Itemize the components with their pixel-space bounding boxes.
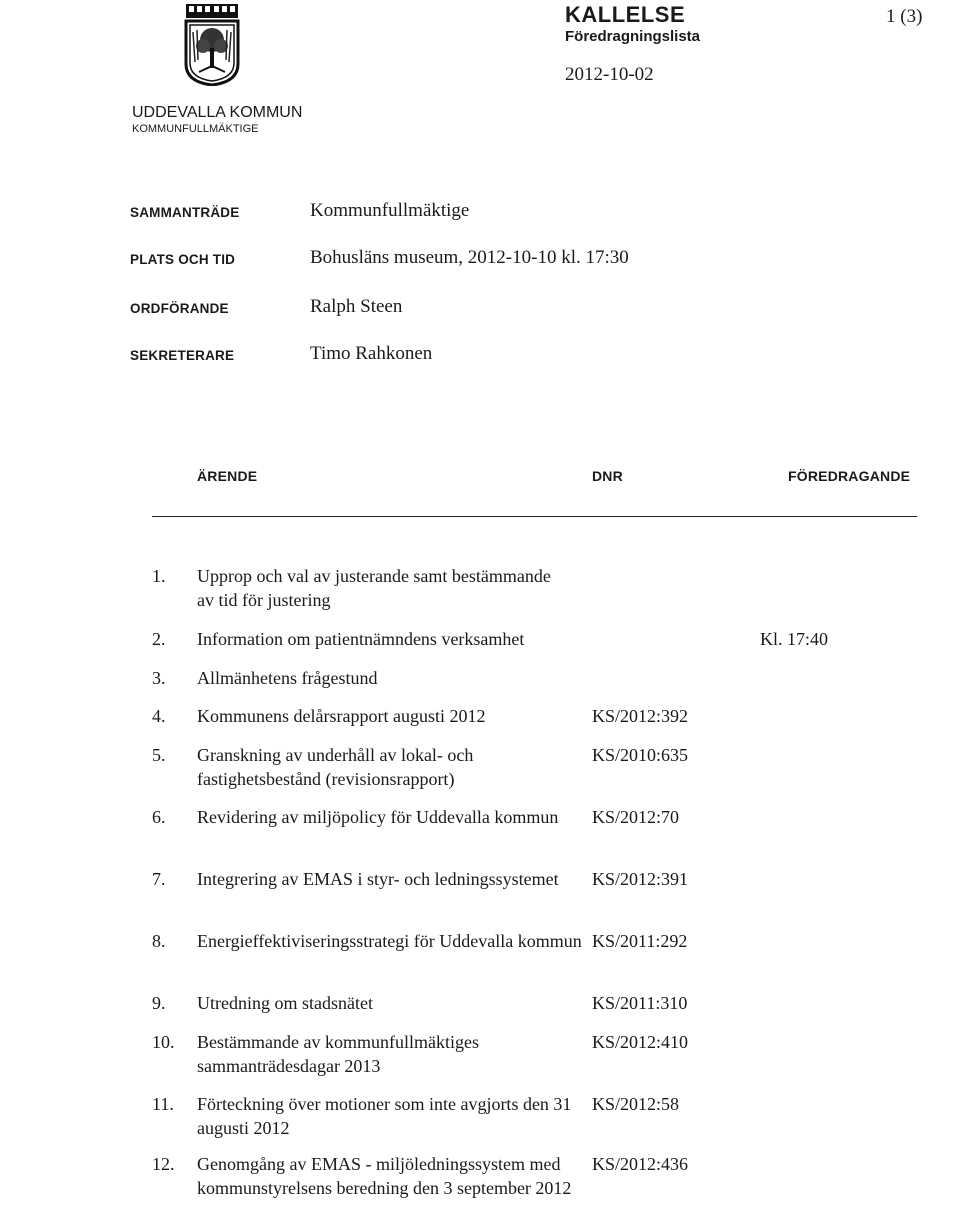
agenda-item-title: Förteckning över motioner som inte avgjorts den 31 augusti 2012 (197, 1094, 572, 1138)
page-number: 1 (3) (886, 6, 923, 27)
place-time-value: Bohusläns museum, 2012-10-10 kl. 17:30 (310, 247, 629, 268)
header-divider (152, 516, 917, 517)
agenda-item-title: Genomgång av EMAS - miljöledningssystem med kommunstyrelsens beredning den 3 september 2012 (197, 1154, 572, 1198)
agenda-item-dnr: KS/2012:392 (592, 706, 689, 726)
column-header-foredragande: FÖREDRAGANDE (788, 468, 911, 484)
column-header-dnr: DNR (592, 468, 623, 484)
agenda-item-number: 9. (152, 993, 166, 1013)
document-subtitle: Föredragningslista (565, 28, 701, 45)
organization-department: KOMMUNFULLMÄKTIGE (132, 123, 259, 135)
agenda-item-number: 1. (152, 566, 166, 586)
agenda-item-number: 2. (152, 629, 166, 649)
agenda-item-title: Upprop och val av justerande samt bestämmande av tid för justering (197, 566, 551, 610)
agenda-item-number: 6. (152, 807, 166, 827)
chair-value: Ralph Steen (310, 296, 403, 317)
agenda-item-dnr: KS/2012:410 (592, 1032, 689, 1052)
document-date: 2012-10-02 (565, 64, 654, 85)
column-header-arende: ÄRENDE (197, 468, 258, 484)
agenda-item-title: Information om patientnämndens verksamhet (197, 629, 525, 649)
organization-name: UDDEVALLA KOMMUN (132, 104, 303, 121)
agenda-item-number: 10. (152, 1032, 175, 1052)
meeting-value: Kommunfullmäktige (310, 200, 470, 221)
chair-label: ORDFÖRANDE (130, 301, 229, 316)
agenda-item-title: Revidering av miljöpolicy för Uddevalla kommun (197, 807, 559, 827)
agenda-item-dnr: KS/2012:436 (592, 1154, 689, 1174)
agenda-item-title: Energieffektiviseringsstrategi för Uddevalla kommun (197, 931, 582, 951)
agenda-item-title: Kommunens delårsrapport augusti 2012 (197, 706, 486, 726)
agenda-item-number: 5. (152, 745, 166, 765)
agenda-item-title: Utredning om stadsnätet (197, 993, 373, 1013)
agenda-item-dnr: KS/2010:635 (592, 745, 689, 765)
agenda-item-title: Integrering av EMAS i styr- och ledningssystemet (197, 869, 559, 889)
agenda-item-number: 11. (152, 1094, 174, 1114)
agenda-item-number: 3. (152, 668, 166, 688)
municipality-coat-of-arms-logo (183, 2, 241, 86)
agenda-item-dnr: KS/2012:70 (592, 807, 680, 827)
agenda-item-number: 8. (152, 931, 166, 951)
agenda-item-dnr: KS/2012:391 (592, 869, 689, 889)
agenda-item-dnr: KS/2012:58 (592, 1094, 680, 1114)
document-title: KALLELSE (565, 2, 686, 27)
agenda-item-dnr: KS/2011:310 (592, 993, 688, 1013)
agenda-item-presenter: Kl. 17:40 (760, 629, 829, 649)
place-time-label: PLATS OCH TID (130, 252, 236, 267)
agenda-item-title: Bestämmande av kommunfullmäktiges sammanträdesdagar 2013 (197, 1032, 479, 1076)
agenda-item-title: Granskning av underhåll av lokal- och fastighetsbestånd (revisionsrapport) (197, 745, 474, 789)
secretary-value: Timo Rahkonen (310, 343, 433, 364)
agenda-item-dnr: KS/2011:292 (592, 931, 688, 951)
agenda-item-number: 12. (152, 1154, 175, 1174)
secretary-label: SEKRETERARE (130, 348, 235, 363)
agenda-item-number: 4. (152, 706, 166, 726)
meeting-label: SAMMANTRÄDE (130, 205, 240, 220)
agenda-item-number: 7. (152, 869, 166, 889)
agenda-item-title: Allmänhetens frågestund (197, 668, 378, 688)
